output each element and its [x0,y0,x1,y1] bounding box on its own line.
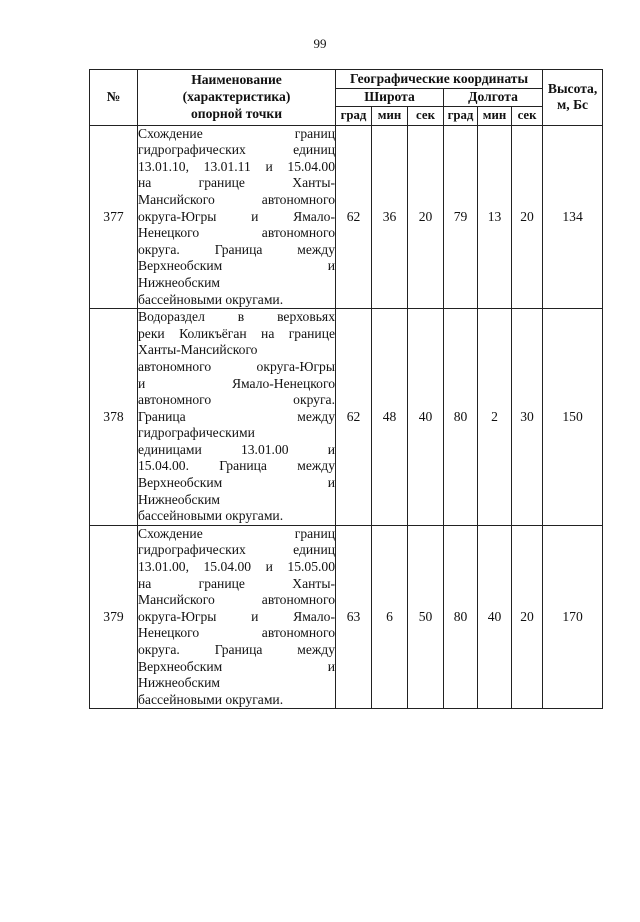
description-line: Верхнеобским и [138,658,335,674]
description-line: бассейновыми округами. [138,291,284,307]
description-line: автономного округа-Югры [138,358,335,374]
header-name [138,70,336,126]
description-line: 13.01.10, 13.01.11 и 15.04.00 [138,158,335,174]
description-line: Граница между [138,408,335,424]
description-line: Нижнеобским [138,675,221,691]
longitude-seconds: 30 [512,309,543,526]
latitude-degrees: 62 [336,125,372,309]
description-line: Ненецкого автономного [138,225,335,241]
longitude-degrees: 79 [444,125,478,309]
longitude-minutes: 40 [478,525,512,709]
page-number: 99 [313,36,327,51]
description-line: 13.01.00, 15.04.00 и 15.05.00 [138,559,335,575]
latitude-minutes: 36 [372,125,408,309]
header-lon-min: мин [478,106,512,125]
longitude-minutes: 2 [478,309,512,526]
height-value: 170 [543,525,603,709]
header-lon-sec: сек [512,106,543,125]
description-line: гидрографических единиц [138,142,335,158]
header-name-line: Наименование [191,72,282,88]
row-description [138,525,336,709]
description-line: Схождение границ [138,525,335,541]
description-line: гидрографическими [138,425,255,441]
description-line: Верхнеобским и [138,475,335,491]
description-line: 15.04.00. Граница между [138,458,335,474]
header-height [543,70,603,126]
latitude-minutes: 6 [372,525,408,709]
description-line: округа-Югры и Ямало- [138,608,335,624]
longitude-minutes: 13 [478,125,512,309]
description-line: округа. Граница между [138,642,335,657]
header-longitude: Долгота [444,89,543,107]
latitude-degrees: 62 [336,309,372,526]
latitude-minutes: 48 [372,309,408,526]
header-height-line: м, Бс [557,97,589,113]
description-line: бассейновыми округами. [138,508,284,524]
header-geo-coordinates: Географические координаты [336,70,543,89]
row-description [138,125,336,309]
longitude-degrees: 80 [444,525,478,709]
row-number: 379 [90,525,138,709]
row-number: 378 [90,309,138,526]
table-body [90,125,603,709]
latitude-degrees: 63 [336,525,372,709]
description-line: Схождение границ [138,125,335,141]
header-lat-sec: сек [408,106,444,125]
header-name-line: опорной точки [190,105,283,121]
longitude-seconds: 20 [512,125,543,309]
row-number: 377 [90,125,138,309]
description-line: округа. Граница между [138,241,335,257]
header-lon-deg: град [444,106,478,125]
description-line: реки Коликъёган на границе [138,325,335,341]
description-line: Ханты-Мансийского [138,342,258,358]
description-line: Мансийского автономного [138,592,335,608]
description-line: единицами 13.01.00 и [138,441,335,457]
latitude-seconds: 50 [408,525,444,709]
description-line: Нижнеобским [138,274,221,290]
header-latitude: Широта [336,89,444,107]
height-value: 134 [543,125,603,309]
row-description [138,309,336,526]
description-line: Водораздел в верховьях [138,309,335,325]
description-line: на границе Ханты- [138,575,335,591]
description-line: Нижнеобским [138,491,221,507]
description-line: Ненецкого автономного [138,625,335,641]
header-number: № [90,70,138,126]
header-lat-deg: град [336,106,372,125]
description-line: Верхнеобским и [138,258,335,274]
header-lat-min: мин [372,106,408,125]
latitude-seconds: 40 [408,309,444,526]
table-row [90,125,603,309]
description-line: гидрографических единиц [138,542,335,558]
description-line: на границе Ханты- [138,175,335,191]
description-line: Мансийского автономного [138,191,335,207]
reference-points-table [89,69,603,709]
description-line: автономного округа. [138,392,335,408]
table-row [90,525,603,709]
latitude-seconds: 20 [408,125,444,309]
description-line: округа-Югры и Ямало- [138,208,335,224]
header-height-line: Высота, [547,80,598,96]
header-name-line: (характеристика) [182,89,291,104]
longitude-degrees: 80 [444,309,478,526]
table-header [90,70,603,126]
table-row [90,309,603,526]
description-line: и Ямало-Ненецкого [138,375,335,391]
longitude-seconds: 20 [512,525,543,709]
height-value: 150 [543,309,603,526]
description-line: бассейновыми округами. [138,691,284,707]
